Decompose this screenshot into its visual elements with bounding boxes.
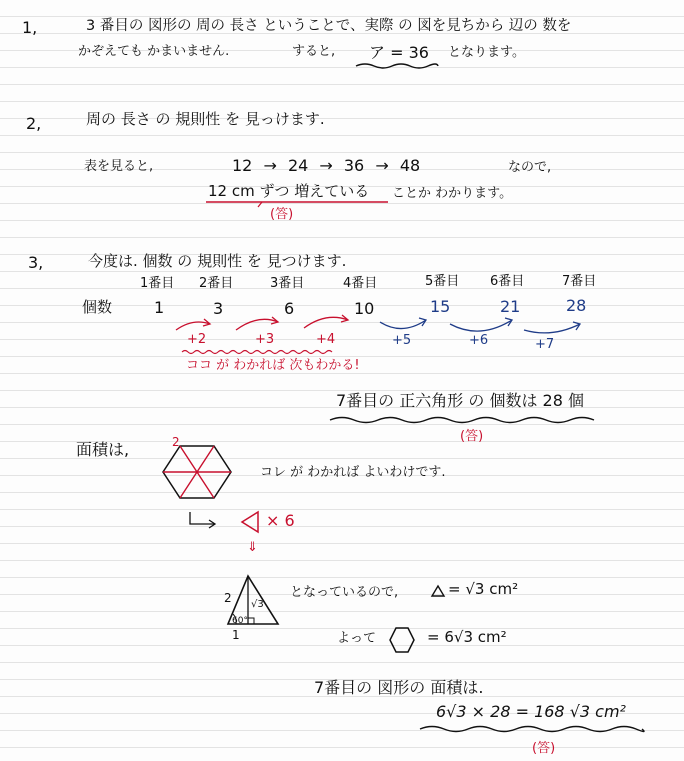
problem-2-line-1: 周の 長さ の 規則性 を 見っけます. bbox=[86, 110, 325, 128]
result-underline bbox=[330, 418, 594, 423]
count-5: 15 bbox=[430, 297, 451, 316]
count-7: 28 bbox=[566, 296, 587, 315]
down-arrow: ⇓ bbox=[247, 540, 258, 555]
red-arrow-3 bbox=[304, 317, 348, 328]
header-1: 1番目 bbox=[140, 276, 175, 291]
header-5: 5番目 bbox=[425, 274, 460, 289]
problem-2-sequence: 12 → 24 → 36 → 48 bbox=[232, 156, 421, 175]
problem-2-increase: 12 cm ずつ 増えている bbox=[208, 182, 370, 200]
problem-1-line-2: かぞえても かまいません. bbox=[78, 44, 230, 59]
small-triangle-icon bbox=[432, 586, 444, 596]
problem-3-result: 7番目の 正六角形 の 個数は 28 個 bbox=[336, 391, 584, 410]
blue-arrow-1 bbox=[380, 320, 426, 329]
diff-wavy-underline bbox=[182, 351, 332, 354]
final-underline bbox=[420, 727, 644, 732]
final-equation: 6√3 × 28 = 168 √3 cm² bbox=[436, 702, 626, 721]
triangle-side-label: 2 bbox=[224, 591, 232, 605]
final-answer-mark: (答) bbox=[532, 741, 556, 756]
problem-1-then: すると, bbox=[292, 44, 336, 59]
header-7: 7番目 bbox=[562, 274, 597, 289]
blue-arrow-2 bbox=[450, 320, 512, 331]
angle-arc bbox=[233, 614, 236, 624]
red-arrow-2 bbox=[236, 319, 278, 330]
problem-1-answer: ア = 36 bbox=[369, 43, 429, 62]
triangle-height-label: √3 bbox=[251, 599, 264, 610]
count-1: 1 bbox=[154, 298, 165, 317]
header-3: 3番目 bbox=[270, 276, 305, 291]
diff-6: +7 bbox=[535, 337, 555, 352]
diff-3: +4 bbox=[316, 332, 336, 347]
small-red-triangle bbox=[242, 512, 258, 532]
triangle-angle-label: 60° bbox=[232, 616, 248, 626]
area-explain: コレ が わかれば よいわけです. bbox=[260, 465, 446, 480]
hexagon-area-equation: = 6√3 cm² bbox=[427, 628, 507, 646]
problem-3-number: 3, bbox=[28, 253, 44, 272]
hexagon-diagonals bbox=[163, 446, 231, 498]
hook-arrow bbox=[190, 512, 214, 524]
problem-1-ending: となります。 bbox=[448, 45, 525, 60]
triangle-times: × 6 bbox=[266, 511, 295, 530]
problem-2-because: なので, bbox=[508, 160, 552, 175]
blue-arrow-3 bbox=[524, 324, 580, 333]
problem-2-conclusion: ことか わかります。 bbox=[392, 186, 513, 201]
answer-1-underline bbox=[356, 64, 438, 68]
problem-2-number: 2, bbox=[26, 114, 42, 133]
count-6: 21 bbox=[500, 297, 521, 316]
diff-4: +5 bbox=[392, 333, 412, 348]
hexagon-figure bbox=[163, 446, 231, 498]
triangle-area-equation: = √3 cm² bbox=[448, 580, 519, 598]
header-6: 6番目 bbox=[490, 274, 525, 289]
equilateral-triangle-figure bbox=[228, 576, 278, 624]
problem-3-line-1: 今度は. 個数 の 規則性 を 見つけます. bbox=[88, 252, 347, 270]
diff-2: +3 bbox=[255, 332, 275, 347]
problem-1-number: 1, bbox=[22, 18, 38, 37]
count-row-label: 個数 bbox=[82, 298, 113, 316]
header-4: 4番目 bbox=[343, 276, 378, 291]
problem-3-answer-mark: (答) bbox=[460, 429, 484, 444]
hex-side-label: 2 bbox=[172, 435, 180, 449]
small-hexagon-icon bbox=[390, 628, 414, 652]
diff-5: +6 bbox=[469, 333, 489, 348]
triangle-base-label: 1 bbox=[232, 628, 240, 642]
diff-1: +2 bbox=[187, 332, 207, 347]
so-label: よって bbox=[337, 631, 377, 646]
problem-1-line-1: 3 番目の 図形の 周の 長さ ということで、実際 の 図を見ちから 辺の 数を bbox=[86, 18, 572, 34]
hint-note: ココ が わかれば 次もわかる! bbox=[186, 358, 360, 373]
problem-2-answer-mark: (答) bbox=[270, 207, 294, 222]
triangle-intro: となっているので, bbox=[290, 585, 399, 600]
final-label: 7番目の 図形の 面積は. bbox=[314, 678, 484, 697]
area-label: 面積は, bbox=[76, 440, 130, 459]
count-2: 3 bbox=[213, 299, 224, 318]
count-3: 6 bbox=[284, 299, 295, 318]
header-2: 2番目 bbox=[199, 276, 234, 291]
count-4: 10 bbox=[354, 299, 375, 318]
right-angle-mark bbox=[248, 618, 254, 624]
problem-2-table-intro: 表を見ると, bbox=[84, 159, 154, 174]
